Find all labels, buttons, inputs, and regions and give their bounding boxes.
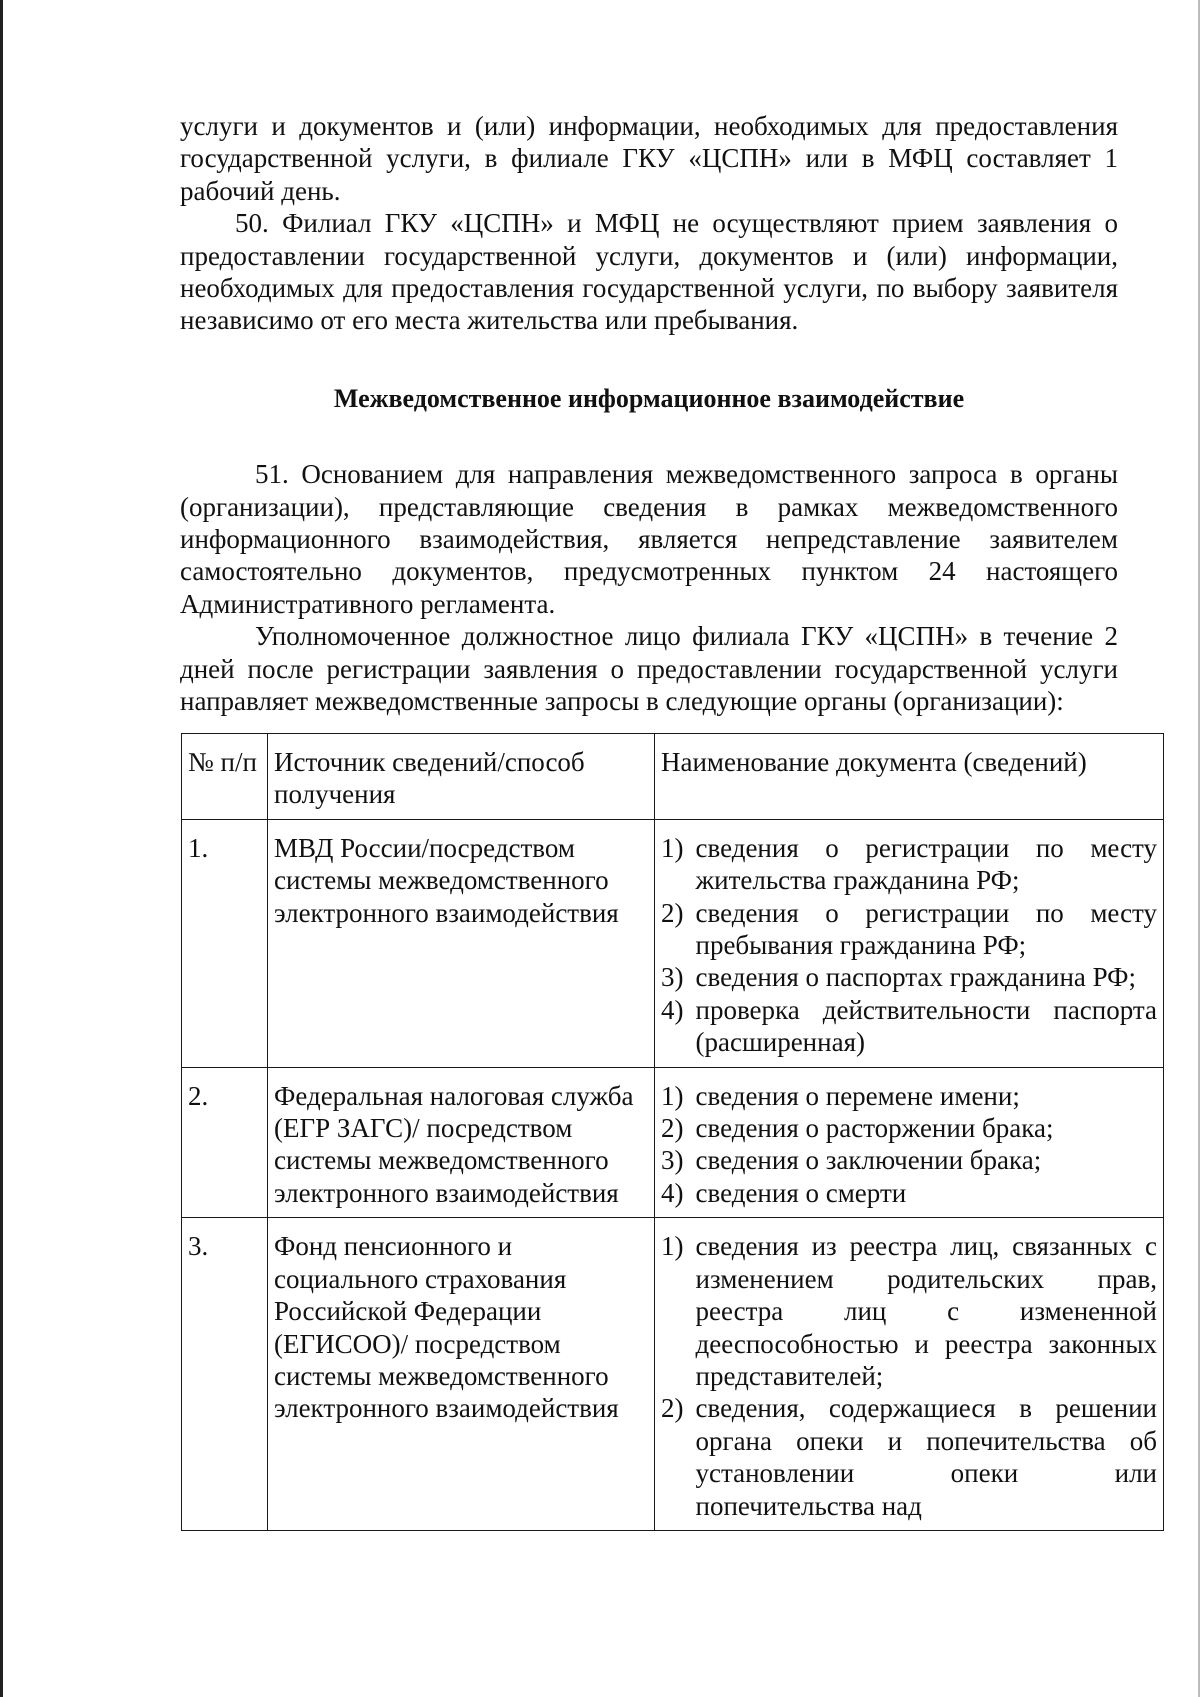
list-item: 2) сведения о расторжении брака; [661, 1113, 1054, 1144]
list-item: 4) сведения о смерти [661, 1177, 907, 1208]
list-item: 4) проверка действительности паспорта (расширенная) [661, 994, 1157, 1058]
list-item: 1) сведения о перемене имени; [661, 1080, 1020, 1111]
paragraph-51: 51. Основанием для направления межведомственного запроса в органы (организации), представляющие сведения в рамках межведомственного информационного взаимодействия, является непредставление заявителем самостоятельно документов, предусмотренных пунктом 24 настоящего Административного регламента. [180, 459, 1118, 619]
row-number: 3. [182, 1218, 268, 1531]
header-number: № п/п [182, 734, 268, 820]
list-item: 2) сведения о регистрации по месту пребывания гражданина РФ; [661, 897, 1157, 961]
interagency-requests-table [181, 733, 1164, 1531]
list-item: 2) сведения, содержащиеся в решении органа опеки и попечительства об установлении опеки или попечительства над [661, 1393, 1157, 1521]
document-page [180, 110, 1118, 718]
row-documents [655, 1067, 1164, 1218]
table-row [182, 819, 1164, 1067]
header-source: Источник сведений/способ получения [268, 734, 655, 820]
row-source: Федеральная налоговая служба (ЕГР ЗАГС)/ посредством системы межведомственного электронного взаимодействия [268, 1067, 655, 1218]
list-item: 1) сведения о регистрации по месту жительства гражданина РФ; [661, 832, 1157, 896]
scan-left-edge [0, 0, 3, 1697]
section-heading: Межведомственное информационное взаимодействие [333, 383, 965, 413]
list-item: 1) сведения из реестра лиц, связанных с изменением родительских прав, реестра лиц с измененной дееспособностью и реестра законных представителей; [661, 1231, 1157, 1391]
table-row [182, 1067, 1164, 1218]
paragraph-continuation: услуги и документов и (или) информации, необходимых для предоставления государственной услуги, в филиале ГКУ «ЦСПН» или в МФЦ составляет 1 рабочий день. [180, 111, 1118, 206]
list-item: 3) сведения о паспортах гражданина РФ; [661, 962, 1137, 993]
list-item: 3) сведения о заключении брака; [661, 1145, 1042, 1176]
header-document: Наименование документа (сведений) [655, 734, 1164, 820]
row-source: Фонд пенсионного и социального страхования Российской Федерации (ЕГИСОО)/ посредством системы межведомственного электронного взаимодействия [268, 1218, 655, 1531]
row-documents [655, 819, 1164, 1067]
row-documents [655, 1218, 1164, 1531]
row-number: 2. [182, 1067, 268, 1218]
paragraph-50: 50. Филиал ГКУ «ЦСПН» и МФЦ не осуществляют прием заявления о предоставлении государственной услуги, документов и (или) информации, необходимых для предоставления государственной услуги, по выбору заявителя независимо от его места жительства или пребывания. [180, 208, 1118, 336]
row-number: 1. [182, 819, 268, 1067]
table-header-row [182, 734, 1164, 820]
table-row [182, 1218, 1164, 1531]
paragraph-authorized-official: Уполномоченное должностное лицо филиала ГКУ «ЦСПН» в течение 2 дней после регистрации заявления о предоставлении государственной услуги направляет межведомственные запросы в следующие органы (организации): [180, 621, 1118, 717]
row-source: МВД России/посредством системы межведомственного электронного взаимодействия [268, 819, 655, 1067]
